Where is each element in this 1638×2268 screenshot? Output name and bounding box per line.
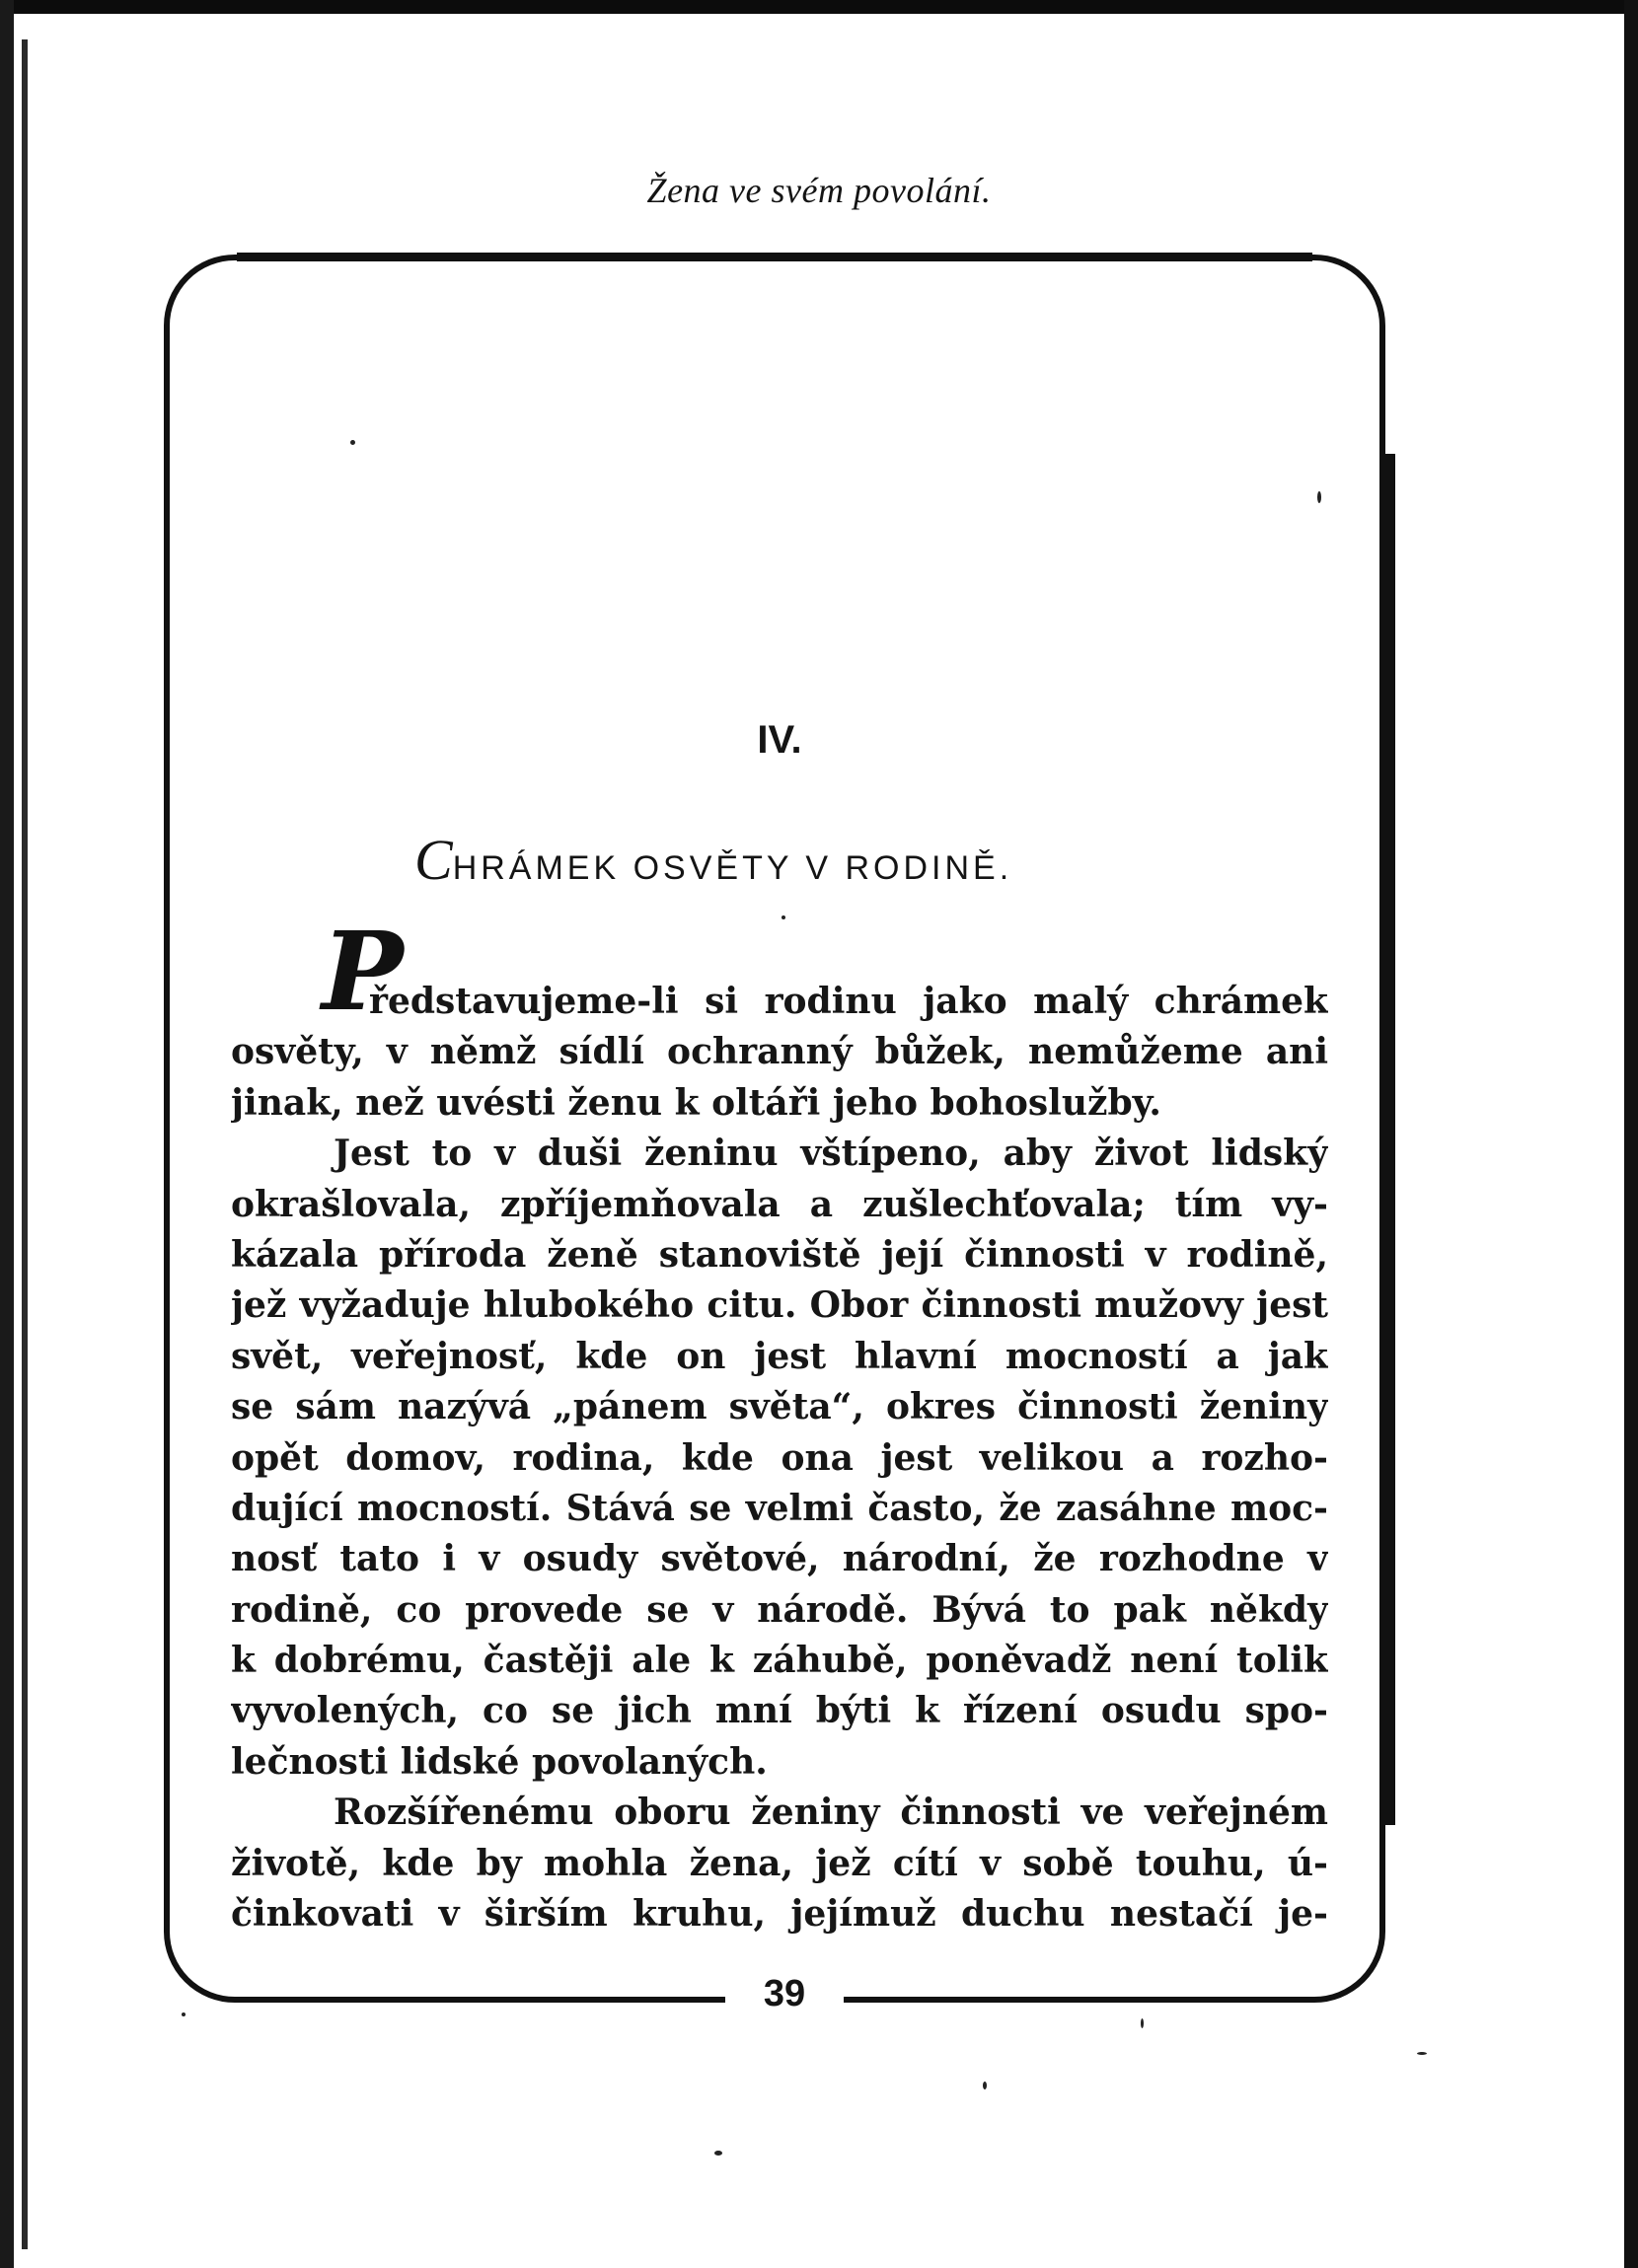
- text-line: činkovati v širším kruhu, jejímuž duchu nestačí je-: [231, 1893, 1328, 1936]
- scan-speck: [983, 2082, 987, 2089]
- page-number: 39: [763, 1973, 806, 2014]
- chapter-title-initial: C: [414, 828, 453, 892]
- text-line: opět domov, rodina, kde ona jest velikou a rozho-: [231, 1436, 1328, 1479]
- text-line: okrašlovala, zpříjemňovala a zušlechťovala; tím vy-: [231, 1183, 1328, 1225]
- text-line: nosť tato i v osudy světové, národní, že rozhodne v: [231, 1538, 1328, 1580]
- scan-border-left: [0, 0, 14, 2268]
- scan-speck: [714, 2151, 722, 2156]
- text-line: k dobrému, častěji ale k záhubě, poněvadž není tolik: [231, 1640, 1328, 1682]
- text-line: osvěty, v němž sídlí ochranný bůžek, nemůžeme ani: [231, 1031, 1328, 1073]
- chapter-number: IV.: [757, 718, 802, 762]
- text-line: jež vyžaduje hlubokého citu. Obor činnosti mužovy jest: [231, 1284, 1328, 1327]
- scan-speck: [1417, 2052, 1427, 2055]
- scan-speck: [350, 440, 355, 445]
- scan-border-top: [0, 0, 1638, 14]
- text-line: životě, kde by mohla žena, jež cítí v sobě touhu, ú-: [231, 1842, 1328, 1884]
- body-text: [231, 977, 1328, 1939]
- text-line: jinak, než uvésti ženu k oltáři jeho bohoslužby.: [231, 1081, 1161, 1124]
- text-line: dující mocností. Stává se velmi často, že zasáhne moc-: [231, 1487, 1328, 1529]
- page-frame-right-rule: [1385, 454, 1395, 1825]
- text-line: Jest to v duši ženinu vštípeno, aby život lidský: [334, 1133, 1328, 1175]
- text-line: se sám nazývá „pánem světa“, okres činnosti ženiny: [231, 1386, 1328, 1428]
- text-line: ředstavujeme-li si rodinu jako malý chrámek: [369, 981, 1328, 1022]
- scan-speck: [1317, 491, 1321, 503]
- text-line: svět, veřejnosť, kde on jest hlavní mocností a jak: [231, 1335, 1328, 1377]
- drop-cap: P: [322, 908, 404, 1035]
- running-head: Žena ve svém povolání.: [646, 171, 992, 210]
- text-line: vyvolených, co se jich mní býti k řízení osudu spo-: [231, 1690, 1328, 1732]
- text-line: Rozšířenému oboru ženiny činnosti ve veřejném: [334, 1792, 1328, 1834]
- scan-border-right: [1624, 0, 1638, 2268]
- scan-gutter-shadow: [22, 39, 28, 2249]
- scan-speck: [782, 915, 785, 919]
- page-frame-top-rule: [237, 253, 1312, 261]
- scan-speck: [1141, 2018, 1144, 2028]
- text-line: lečnosti lidské povolaných.: [231, 1740, 768, 1783]
- scan-speck: [182, 2012, 186, 2016]
- text-line: rodině, co provede se v národě. Bývá to pak někdy: [231, 1588, 1328, 1631]
- chapter-title: [414, 827, 1184, 893]
- chapter-title-rest: HRÁMEK OSVĚTY V RODINĚ.: [452, 849, 1013, 887]
- text-line: kázala příroda ženě stanoviště její činnosti v rodině,: [231, 1233, 1328, 1276]
